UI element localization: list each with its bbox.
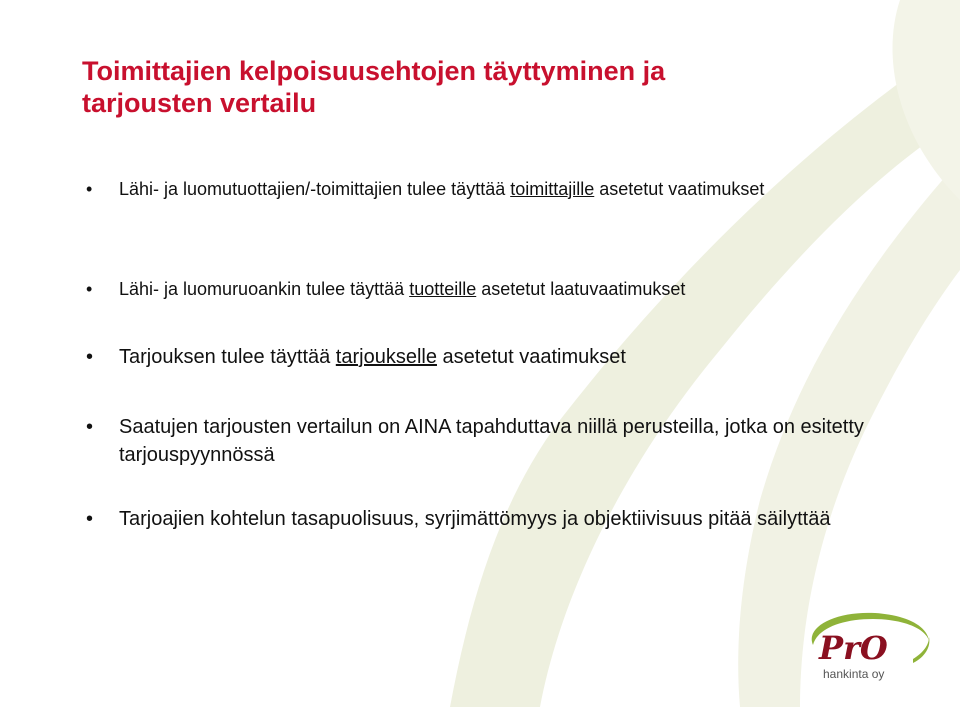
slide-title [82, 55, 842, 119]
title-line-1: Toimittajien kelpoisuusehtojen täyttyminen ja [82, 56, 666, 86]
bullet-text: Tarjouksen tulee täyttää [119, 346, 336, 368]
title-line-2: tarjousten vertailu [82, 88, 317, 118]
bullet-dot: • [86, 279, 93, 299]
bullet-underlined-term: tarjoukselle [335, 346, 437, 368]
bullet-dot: • [86, 508, 94, 530]
bullet-text: Tarjoajien kohtelun tasapuolisuus, syrjimättömyys ja objektiivisuus pitää säilyttää [119, 508, 831, 530]
bullet-dot: • [86, 346, 94, 368]
bullet-text-end: asetetut vaatimukset [594, 179, 765, 199]
logo-leaf-tip [913, 637, 929, 663]
bullet-item [82, 413, 942, 505]
bullet-item [82, 343, 942, 413]
bullet-list [82, 176, 942, 585]
bullet-item [82, 276, 942, 343]
bullet-item [82, 505, 942, 585]
bullet-dot: • [86, 179, 93, 199]
bullet-text-end: asetetut vaatimukset [436, 346, 626, 368]
bullet-text: Lähi- ja luomuruoankin tulee täyttää [119, 279, 410, 299]
bullet-item [82, 176, 942, 276]
logo-mark: PrO [819, 629, 888, 667]
bullet-text: Lähi- ja luomutuottajien/-toimittajien tulee täyttää [119, 179, 511, 199]
bullet-text: Saatujen tarjousten vertailun on AINA tapahduttava niillä perusteilla, jotka on esitetty tarjouspyynnössä [119, 416, 864, 466]
bullet-text-end: asetetut laatuvaatimukset [476, 279, 686, 299]
bullet-underlined-term: toimittajille [510, 179, 595, 199]
pro-hankinta-logo [795, 607, 935, 687]
logo-company-name: hankinta oy [823, 667, 885, 681]
bullet-underlined-term: tuotteille [409, 279, 477, 299]
bullet-dot: • [86, 416, 94, 438]
